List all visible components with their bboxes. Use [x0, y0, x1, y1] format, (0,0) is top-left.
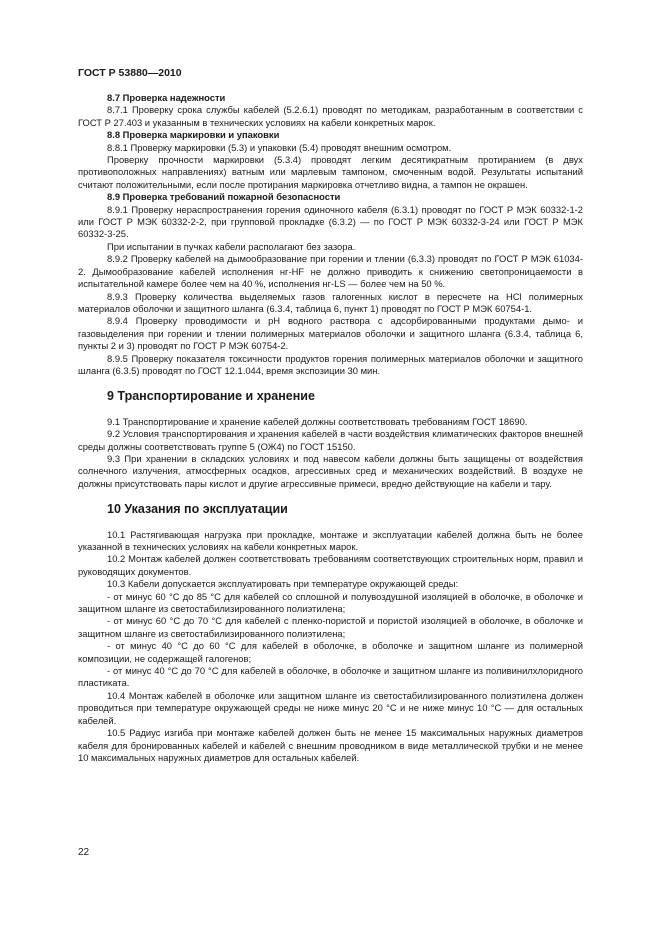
list-item-temp-3: - от минус 40 °С до 60 °С для кабелей в оболочке, в оболочке и защитном шланге из полимерной композиции, не содержащей галогенов; [78, 640, 583, 664]
paragraph-8-9-1: 8.9.1 Проверку нераспространения горения одиночного кабеля (6.3.1) проводят по ГОСТ Р МЭК 60332-1-2 или ГОСТ Р МЭК 60332-2-2, при групповой прокладке (6.3.2) — по ГОСТ Р МЭК 60332-3-24 или ГОСТ Р МЭК 60332-3-25. [78, 203, 583, 240]
chapter-heading-10: 10 Указания по эксплуатации [107, 502, 288, 517]
paragraph-10-4: 10.4 Монтаж кабелей в оболочке или защитном шланге из светостабилизированного полиэтилена должен проводиться при температуре окружающей среды не ниже минус 20 °С и не ниже минус 10 °С — для остальных кабелей. [78, 689, 583, 726]
page-number: 22 [78, 847, 90, 858]
paragraph-bundle-test: При испытании в пучках кабели располагают без зазора. [107, 240, 356, 252]
list-item-temp-1: - от минус 60 °С до 85 °С для кабелей со сплошной и полувоздушной изоляцией в оболочке, в оболочке и защитном шланге из светостабилизированного полиэтилена; [78, 590, 583, 615]
paragraph-8-9-5: 8.9.5 Проверку показателя токсичности продуктов горения полимерных материалов оболочки и защитного шланга (6.3.5) проводят по ГОСТ 12.1.044, время экспозиции 30 мин. [78, 352, 583, 376]
paragraph-marking-strength: Проверку прочности маркировки (5.3.4) проводят легким десятикратным протиранием (в двух противоположных направлениях) ватным или марлевым тампоном, смоченным водой. Результаты испытаний считают положительными, если после протирания маркировка отчетливо видна, а тампон не окрашен. [78, 154, 583, 190]
paragraph-8-8-1: 8.8.1 Проверку маркировки (5.3) и упаковки (5.4) проводят внешним осмотром. [107, 141, 452, 153]
paragraph-8-7-1: 8.7.1 Проверку срока службы кабелей (5.2.6.1) проводят по методикам, разработанным в соответствии с ГОСТ Р 27.403 и указанным в технических условиях на кабели конкретных марок. [78, 104, 583, 128]
section-heading-8-7: 8.7 Проверка надежности [107, 92, 226, 103]
paragraph-8-9-3: 8.9.3 Проверку количества выделяемых газов галогенных кислот в пересчете на HCl полимерных материалов оболочки и защитного шланга (6.3.4, таблица 6, пункт 1) проводят по ГОСТ Р МЭК 60754-1. [78, 290, 583, 314]
paragraph-9-3: 9.3 При хранении в складских условиях и под навесом кабели должны быть защищены от воздействия солнечного излучения, атмосферных осадков, агрессивных сред и механических воздействий. В воздухе не должны присутствовать пары кислот и другие агрессивные примеси, вредно действующие на кабели и тару. [78, 452, 583, 489]
paragraph-10-3: 10.3 Кабели допускается эксплуатировать при температуре окружающей среды: [107, 578, 459, 590]
paragraph-9-1: 9.1 Транспортирование и хранение кабелей должны соответствовать требованиям ГОСТ 18690. [107, 415, 528, 427]
section-heading-8-8: 8.8 Проверка маркировки и упаковки [107, 129, 280, 141]
list-item-temp-4: - от минус 40 °С до 70 °С для кабелей в оболочке, в оболочке и защитном шланге из поливинилхлоридного пластиката. [78, 665, 583, 689]
paragraph-10-2: 10.2 Монтаж кабелей должен соответствовать требованиям соответствующих строительных норм, правил и руководящих документов. [78, 553, 583, 577]
paragraph-9-2: 9.2 Условия транспортирования и хранения кабелей в части воздействия климатических факторов внешней среды должны соответствовать группе 5 (ОЖ4) по ГОСТ 15150. [78, 428, 583, 452]
document-body [78, 92, 583, 764]
document-header: ГОСТ Р 53880—2010 [78, 67, 182, 79]
paragraph-8-9-4: 8.9.4 Проверку проводимости и pH водного раствора с адсорбированными продуктами дымо- и газовыделения при горении и тлении полимерных материалов оболочки и защитного шланга (6.3.4, таблица 6, пункты 2 и 3) проводят по ГОСТ Р МЭК 60754-2. [78, 315, 583, 352]
chapter-heading-9: 9 Транспортирование и хранение [107, 389, 315, 404]
section-heading-8-9: 8.9 Проверка требований пожарной безопасности [107, 191, 341, 203]
paragraph-10-1: 10.1 Растягивающая нагрузка при прокладке, монтаже и эксплуатации кабелей должна быть не более указанной в технических условиях на кабели конкретных марок. [78, 528, 583, 552]
paragraph-10-5: 10.5 Радиус изгиба при монтаже кабелей должен быть не менее 15 максимальных наружных диаметров кабеля для бронированных кабелей и кабелей с внешним проводником в виде металлической трубки и не менее 10 максимальных наружных диаметров для остальных кабелей. [78, 727, 583, 763]
paragraph-8-9-2: 8.9.2 Проверку кабелей на дымообразование при горении и тлении (6.3.3) проводят по ГОСТ Р МЭК 61034-2. Дымообразование кабелей исполнения нг-HF не должно приводить к снижению светопроницаемости в испытательной камере более чем на 40 %, исполнения нг-LS — более чем на 50 %. [78, 253, 583, 290]
list-item-temp-2: - от минус 60 °С до 70 °С для кабелей с пленко-пористой и пористой изоляцией в оболочке, в оболочке и защитном шланге из светостабилизированного полиэтилена; [78, 615, 583, 639]
